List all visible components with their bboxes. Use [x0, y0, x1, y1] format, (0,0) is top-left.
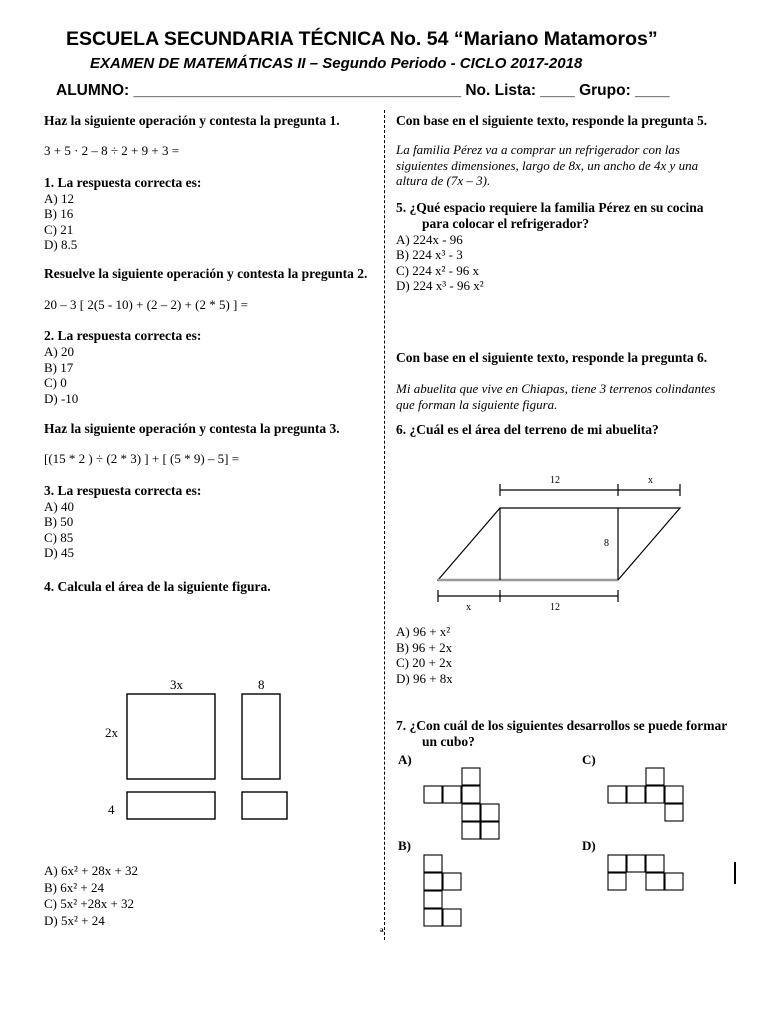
q2-option-d: D) -10 [44, 390, 79, 406]
q7-net-a [420, 765, 510, 841]
q6-text: Mi abuelita que vive en Chiapas, tiene 3 terrenos colindantes que forman la siguiente figura. [396, 381, 716, 412]
q6-label-bottom-x: x [466, 602, 471, 613]
q6-parallelogram-outline [438, 508, 680, 580]
q6-question: 6. ¿Cuál es el área del terreno de mi abuelita? [396, 422, 659, 437]
right-column-q6 [396, 350, 726, 438]
q4-rectangles-figure [90, 672, 300, 832]
q3-option-d: D) 45 [44, 545, 74, 560]
q6-option-b: B) 96 + 2x [396, 639, 453, 655]
q4-option-b: B) 6x² + 24 [44, 879, 104, 895]
q4-option-c: C) 5x² +28x + 32 [44, 896, 135, 911]
q7-label-d: D) [582, 838, 596, 853]
q5-option-a: A) 224x - 96 [396, 231, 463, 247]
q1-option-d: D) 8.5 [44, 237, 78, 252]
school-title: ESCUELA SECUNDARIA TÉCNICA No. 54 “Mariano Matamoros” [66, 28, 658, 50]
q3-question: 3. La respuesta correcta es: [44, 482, 202, 498]
q3-option-c: C) 85 [44, 529, 74, 545]
q1-expression: 3 + 5 · 2 – 8 ÷ 2 + 9 + 3 = [44, 143, 180, 158]
q6-option-d: D) 96 + 8x [396, 670, 453, 686]
q6-options [396, 624, 726, 686]
q4-rect-8-by-2x [242, 694, 280, 779]
q1-option-b: B) 16 [44, 206, 74, 221]
q6-label-bottom-12: 12 [550, 602, 560, 613]
q2-option-b: B) 17 [44, 359, 74, 375]
q7-label-b: B) [398, 838, 411, 853]
q4-options [44, 863, 374, 928]
q7-net-d [604, 852, 696, 896]
q4-option-d: D) 5x² + 24 [44, 912, 105, 928]
q4-option-a: A) 6x² + 28x + 32 [44, 863, 139, 878]
q5-question: 5. ¿Qué espacio requiere la familia Pérez en su cocina para colocar el refrigerador? [396, 199, 704, 231]
q3-option-a: A) 40 [44, 498, 74, 514]
q6-label-top-12: 12 [550, 475, 560, 486]
exam-title: EXAMEN DE MATEMÁTICAS II – Segundo Periodo - CICLO 2017-2018 [90, 55, 583, 72]
q2-option-a: A) 20 [44, 344, 74, 359]
q3-option-b: B) 50 [44, 514, 74, 529]
q7-net-b [420, 852, 480, 932]
page-mark: ª [380, 926, 384, 940]
q1-option-a: A) 12 [44, 190, 74, 206]
q7-net-c [604, 765, 696, 825]
q4-rect-3x-by-4 [127, 792, 215, 819]
right-column-q7 [396, 718, 728, 750]
q6-option-a: A) 96 + x² [396, 624, 451, 639]
right-column-top [396, 113, 726, 294]
q3-expression: [(15 * 2 ) ÷ (2 * 3) ] + [ (5 * 9) – 5] = [44, 451, 240, 466]
q2-question: 2. La respuesta correcta es: [44, 328, 202, 343]
q4-label-4: 4 [108, 802, 115, 817]
q6-label-height-8: 8 [604, 538, 609, 549]
edge-mark [734, 862, 736, 884]
q5-option-b: B) 224 x³ - 3 [396, 247, 463, 262]
q7-label-c: C) [582, 752, 596, 767]
q4-rect-8-by-4 [242, 792, 287, 819]
q2-expression: 20 – 3 [ 2(5 - 10) + (2 – 2) + (2 * 5) ] = [44, 296, 248, 312]
q6-option-c: C) 20 + 2x [396, 655, 453, 670]
q1-instruction: Haz la siguiente operación y contesta la pregunta 1. [44, 113, 340, 128]
column-divider [384, 110, 385, 940]
q2-instruction: Resuelve la siguiente operación y contesta la pregunta 2. [44, 265, 368, 281]
q5-instruction: Con base en el siguiente texto, responde la pregunta 5. [396, 113, 708, 128]
q6-label-top-x: x [648, 475, 653, 486]
q4-label-8: 8 [258, 677, 265, 692]
q3-instruction: Haz la siguiente operación y contesta la pregunta 3. [44, 421, 340, 436]
q5-option-c: C) 224 x² - 96 x [396, 262, 479, 278]
q1-question: 1. La respuesta correcta es: [44, 174, 202, 190]
q1-option-c: C) 21 [44, 221, 74, 237]
student-info-line: ALUMNO: ______________________________________ No. Lista: ____ Grupo: ____ [56, 82, 670, 99]
q2-option-c: C) 0 [44, 375, 67, 390]
q6-parallelogram-figure [430, 470, 700, 615]
q5-text: La familia Pérez va a comprar un refrigerador con las siguientes dimensiones, largo de 8x, un ancho de 4x y una altura de (7x – 3). [396, 142, 699, 188]
q4-label-3x: 3x [170, 677, 183, 692]
q6-instruction: Con base en el siguiente texto, responde la pregunta 6. [396, 350, 708, 365]
q4-label-2x: 2x [105, 725, 118, 740]
left-column [44, 113, 374, 595]
q4-question: 4. Calcula el área de la siguiente figura. [44, 578, 271, 594]
q5-option-d: D) 224 x³ - 96 x² [396, 278, 484, 293]
q7-label-a: A) [398, 752, 412, 767]
q4-rect-3x-by-2x [127, 694, 215, 779]
q7-question: 7. ¿Con cuál de los siguientes desarrollos se puede formar un cubo? [396, 718, 728, 749]
